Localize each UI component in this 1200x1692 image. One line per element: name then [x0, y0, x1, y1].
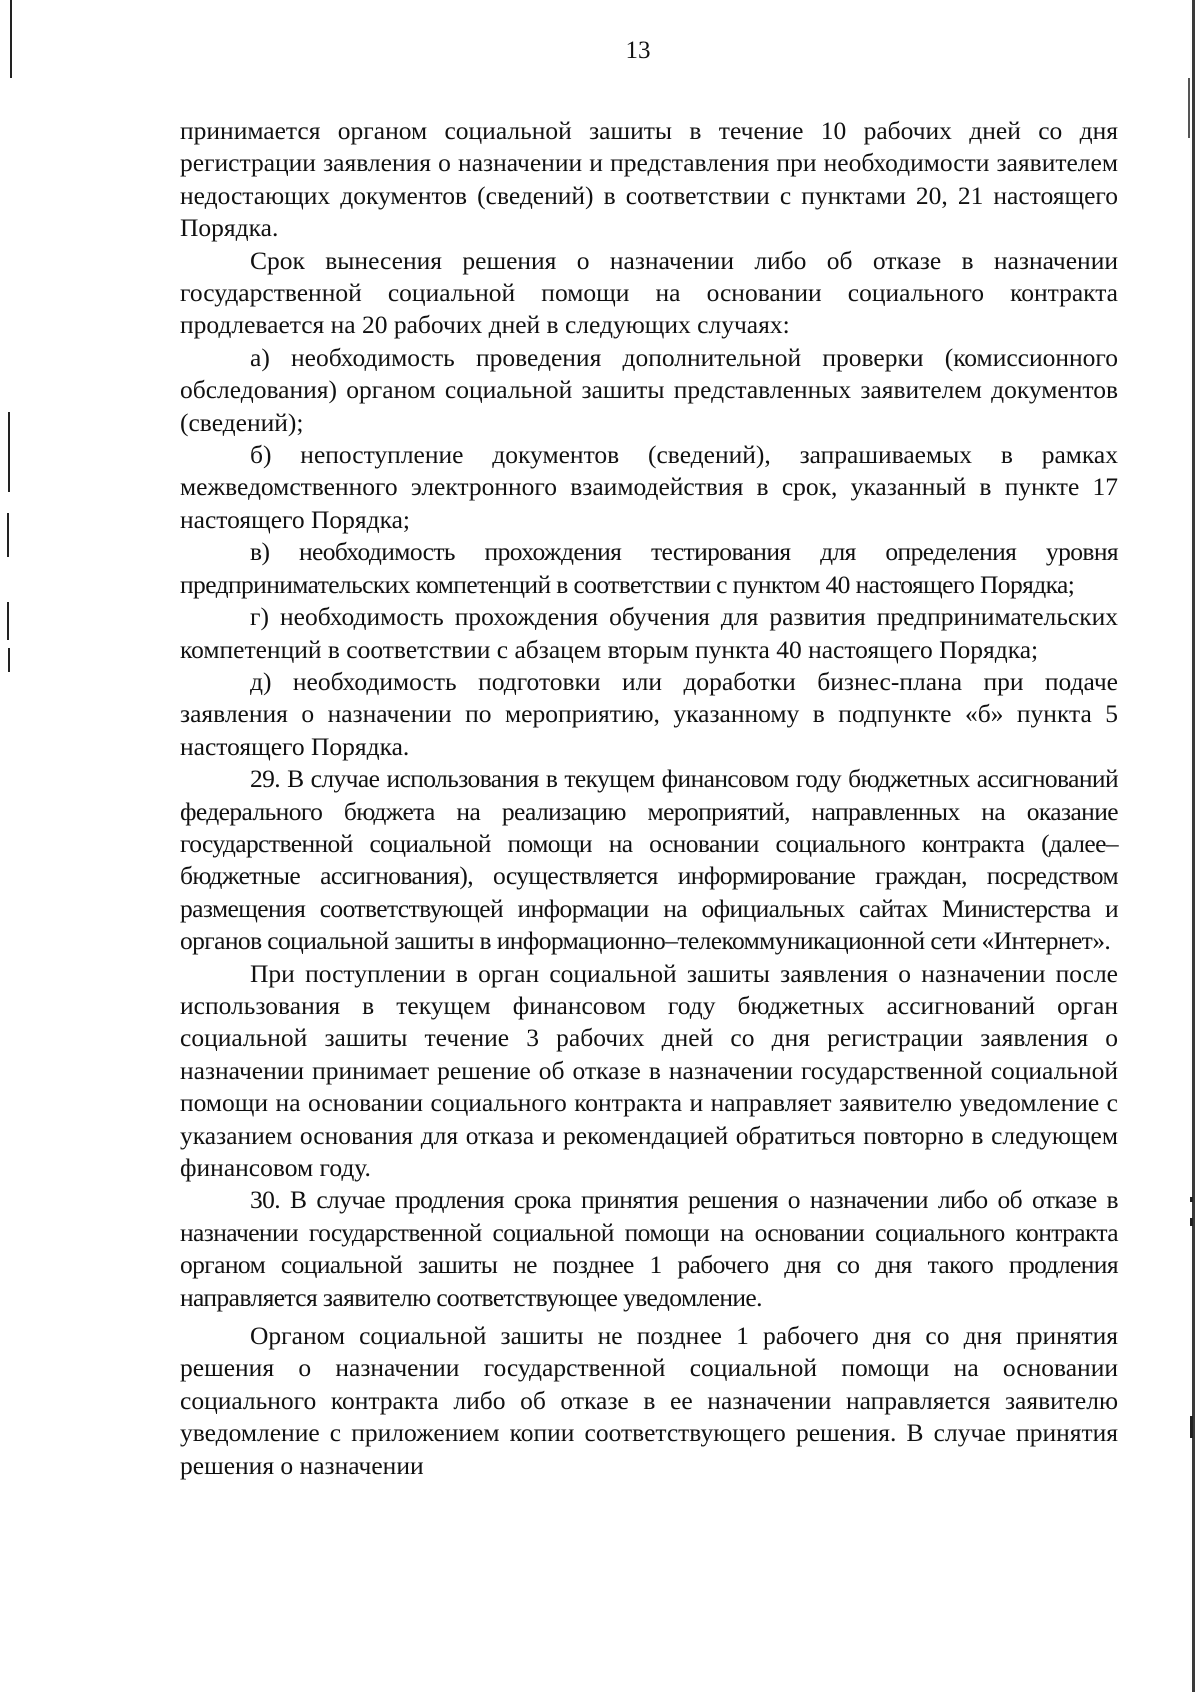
- scan-edge-mark: [8, 648, 10, 672]
- scan-edge-line: [1192, 0, 1195, 1692]
- list-item-g: г) необходимость прохождения обучения для развития предпринимательских компетенций в соответствии с абзацем вторым пункта 40 настоящего Порядка;: [180, 602, 1118, 664]
- paragraph-refusal: При поступлении в орган социальной зашиты заявления о назначении после использования в текущем финансовом году бюджетных ассигнований орган социальной зашиты течение 3 рабочих дней со дня регистрации заявления о назначении принимает решение об отказе в назначении государственной социальной помощи на основании социального контракта и направляет заявителю уведомление с указанием основания для отказа и рекомендацией обратиться повторно в следующем финансовом году.: [180, 958, 1118, 1182]
- paragraph-29: 29. В случае использования в текущем финансовом году бюджетных ассигнований федерального бюджета на реализацию мероприятий, направленных на оказание государственной социальной помощи на основании социального контракта (далее–бюджетные ассигнования), осуществляется информирование граждан, посредством размещения соответствующей информации на официальных сайтах Министерства и органов социальной зашиты в информационно–телекоммуникационной сети «Интернет».: [180, 764, 1118, 956]
- scan-edge-mark: [7, 513, 9, 557]
- scan-edge-mark: [7, 602, 9, 640]
- scan-edge-dot: [1190, 1197, 1193, 1202]
- scan-edge-mark: [8, 412, 10, 492]
- document-body: [180, 115, 1118, 1482]
- list-item-d: д) необходимость подготовки или доработки бизнес-плана при подаче заявления о назначении по мероприятию, указанному в подпункте «б» пункта 5 настоящего Порядка.: [180, 666, 1118, 761]
- paragraph-notification: Органом социальной зашиты не позднее 1 рабочего дня со дня принятия решения о назначении государственной социальной помощи на основании социального контракта либо об отказе в ее назначении направляется заявителю уведомление с приложением копии соответствующего решения. В случае принятия решения о назначении: [180, 1321, 1118, 1480]
- scan-edge-mark: [10, 0, 12, 78]
- paragraph-continuation: принимается органом социальной зашиты в течение 10 рабочих дней со дня регистрации заявления о назначении и представления при необходимости заявителем недостающих документов (сведений) в соответствии с пунктами 20, 21 настоящего Порядка.: [180, 116, 1118, 243]
- list-item-v: в) необходимость прохождения тестирования для определения уровня предпринимательских компетенций в соответствии с пунктом 40 настоящего Порядка;: [180, 537, 1118, 599]
- paragraph-30: 30. В случае продления срока принятия решения о назначении либо об отказе в назначении государственной социальной помощи на основании социального контракта органом социальной зашиты не позднее 1 рабочего дня со дня такого продления направляется заявителю соответствующее уведомление.: [180, 1185, 1118, 1312]
- page-number: 13: [625, 37, 651, 64]
- scan-edge-dot: [1190, 1416, 1193, 1438]
- paragraph-term-extension: Срок вынесения решения о назначении либо об отказе в назначении государственной социальной помощи на основании социального контракта продлевается на 20 рабочих дней в следующих случаях:: [180, 245, 1118, 340]
- list-item-a: а) необходимость проведения дополнительной проверки (комиссионного обследования) органом социальной зашиты представленных заявителем документов (сведений);: [180, 342, 1118, 437]
- scan-edge-dot: [1190, 1218, 1193, 1226]
- list-item-b: б) непоступление документов (сведений), запрашиваемых в рамках межведомственного электронного взаимодействия в срок, указанный в пункте 17 настоящего Порядка;: [180, 440, 1118, 534]
- scan-edge-mark: [1188, 78, 1190, 138]
